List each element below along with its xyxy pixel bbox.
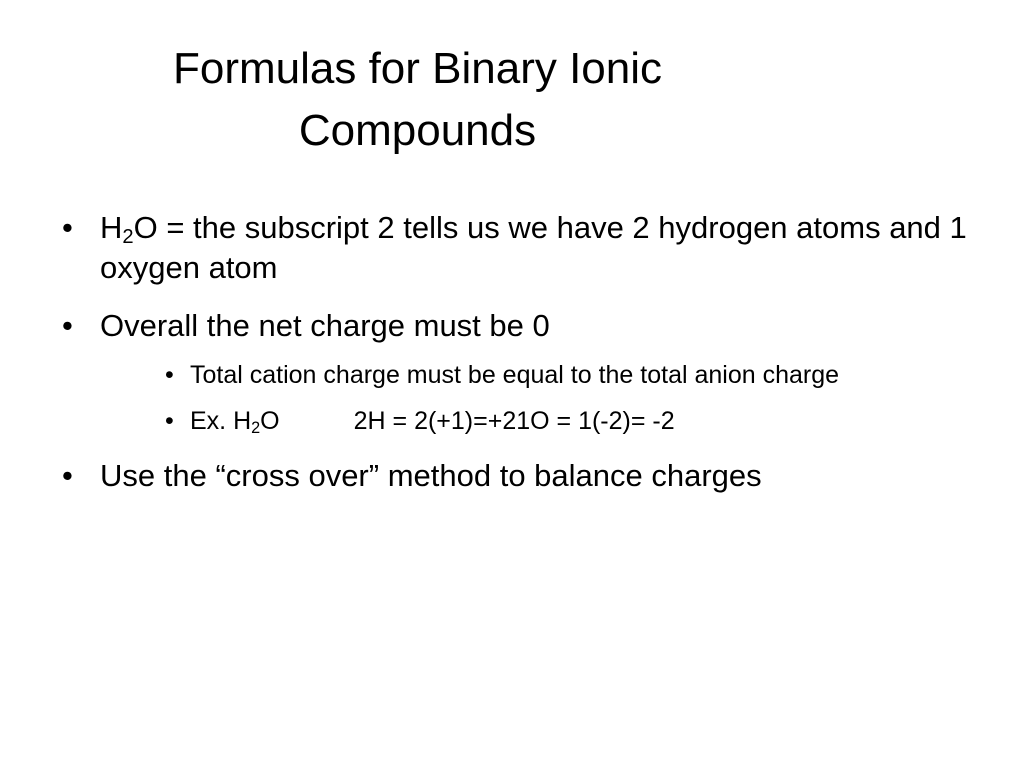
subbullet-text: Total cation charge must be equal to the total anion charge: [190, 361, 840, 389]
bullet-item: [60, 306, 990, 346]
slide-content: [60, 208, 990, 496]
bullet-text-post: O = the subscript 2 tells us we have 2 hydrogen atoms and 1 oxygen atom: [100, 210, 967, 285]
bullet-text-pre: H: [100, 210, 123, 245]
slide-title: [0, 38, 835, 162]
bullet-text: Overall the net charge must be 0: [100, 308, 550, 343]
bullet-icon: •: [165, 407, 174, 435]
bullet-icon: •: [62, 458, 73, 493]
subscript: 2: [251, 419, 261, 438]
bullet-icon: •: [165, 361, 174, 389]
bullet-item: [60, 208, 990, 288]
subbullet-text-post: O: [260, 407, 280, 435]
subscript: 2: [122, 226, 134, 249]
subbullet-equation: 2H = 2(+1)=+21O = 1(-2)= -2: [353, 407, 675, 435]
title-line-1: Formulas for Binary Ionic: [172, 44, 663, 93]
subbullet-item: [60, 404, 990, 438]
bullet-item: [60, 456, 990, 496]
bullet-text: Use the “cross over” method to balance charges: [100, 458, 762, 493]
subbullet-text-pre: Ex. H: [190, 407, 252, 435]
bullet-icon: •: [62, 210, 73, 245]
subbullet-item: [60, 358, 990, 392]
bullet-icon: •: [62, 308, 73, 343]
title-line-2: Compounds: [298, 106, 537, 155]
